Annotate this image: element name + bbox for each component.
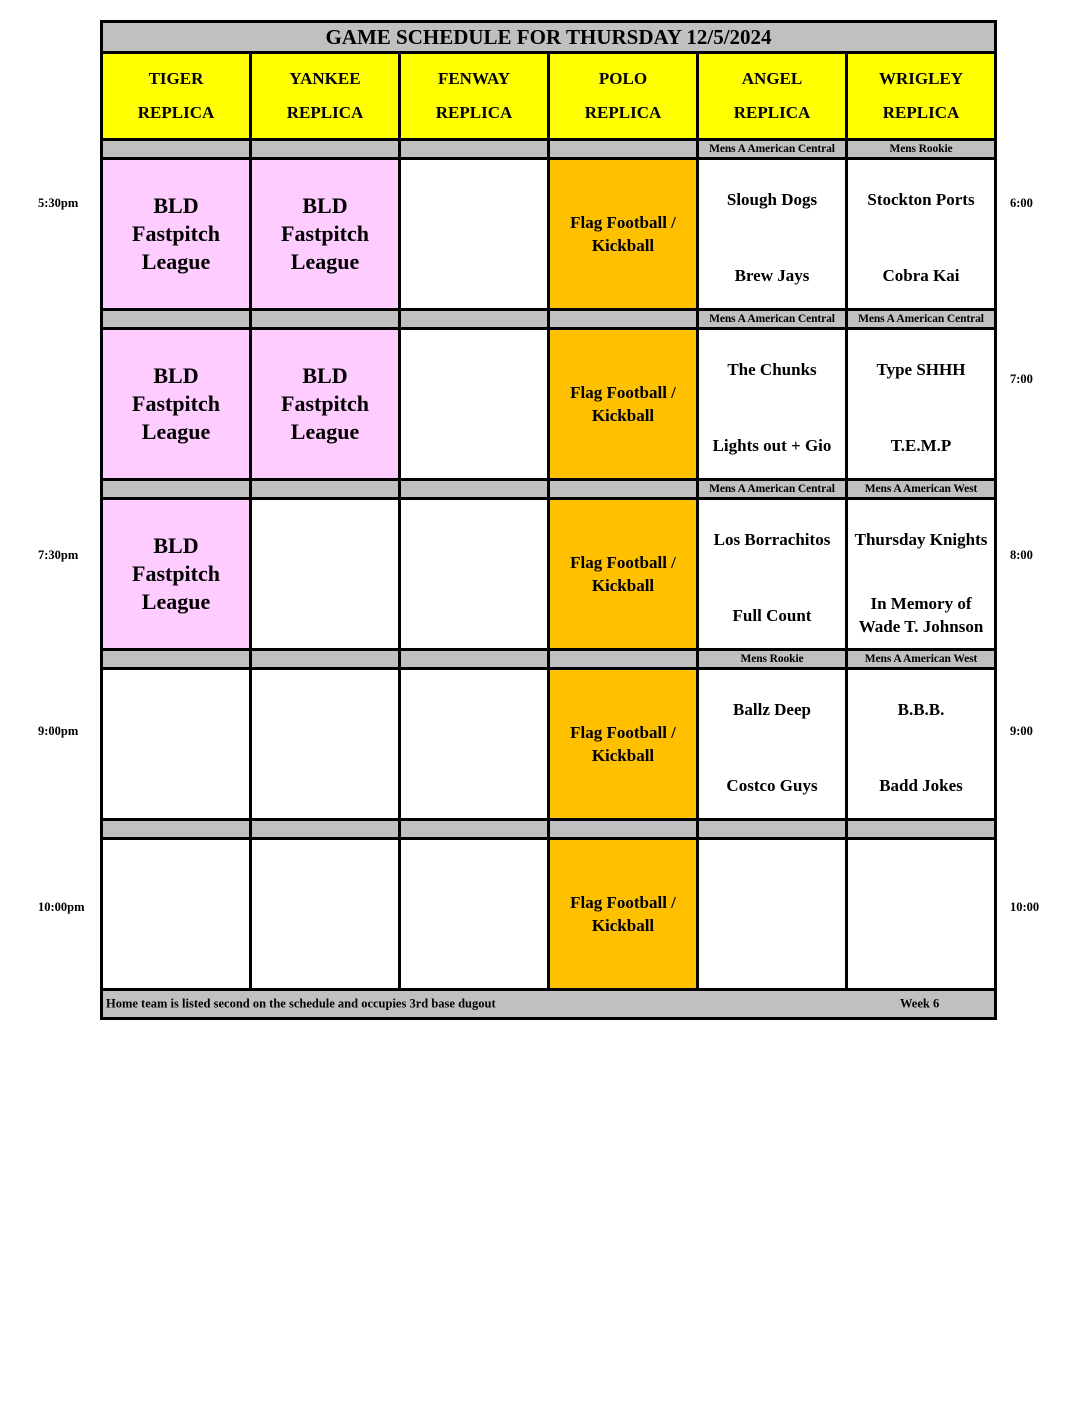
away-team xyxy=(699,854,845,904)
bld-league-block: BLD Fastpitch League xyxy=(251,159,400,310)
flag-football-block: Flag Football / Kickball xyxy=(549,669,698,820)
bld-league-block: BLD Fastpitch League xyxy=(102,499,251,650)
division-label-angel: Mens Rookie xyxy=(698,650,847,669)
division-cell xyxy=(549,820,698,839)
start-time-left: 5:30pm xyxy=(38,196,79,210)
division-label-angel: Mens A American Central xyxy=(698,310,847,329)
division-cell xyxy=(400,140,549,159)
division-cell xyxy=(251,140,400,159)
start-time-left: 10:00pm xyxy=(38,900,85,914)
game-cell-wrigley xyxy=(847,499,996,650)
division-cell xyxy=(400,820,549,839)
home-team xyxy=(699,930,845,980)
bld-league-block: BLD Fastpitch League xyxy=(102,159,251,310)
empty-slot xyxy=(400,329,549,480)
game-cell-angel xyxy=(698,329,847,480)
start-time-right: 9:00 xyxy=(1010,724,1033,738)
division-cell xyxy=(102,310,251,329)
division-cell xyxy=(102,480,251,499)
footer-bar xyxy=(102,990,996,1019)
start-time-right: 8:00 xyxy=(1010,548,1033,562)
division-cell xyxy=(549,650,698,669)
game-cell-angel xyxy=(698,669,847,820)
schedule-table xyxy=(100,20,997,1020)
field-type: REPLICA xyxy=(286,103,364,122)
home-team: In Memory of Wade T. Johnson xyxy=(858,594,984,636)
division-label-angel: Mens A American Central xyxy=(698,140,847,159)
empty-slot xyxy=(400,499,549,650)
division-label-wrigley xyxy=(847,820,996,839)
home-team: Cobra Kai xyxy=(882,265,960,285)
empty-slot xyxy=(400,159,549,310)
division-cell xyxy=(549,310,698,329)
field-name: ANGEL xyxy=(741,69,803,88)
empty-slot xyxy=(102,839,251,990)
start-time-left: 9:00pm xyxy=(38,724,79,738)
division-label-angel xyxy=(698,820,847,839)
home-team: Costco Guys xyxy=(726,775,818,795)
division-cell xyxy=(400,650,549,669)
division-cell xyxy=(251,820,400,839)
division-label-wrigley: Mens A American Central xyxy=(847,310,996,329)
field-name: TIGER xyxy=(148,69,204,88)
game-cell-angel xyxy=(698,839,847,990)
field-type: REPLICA xyxy=(584,103,662,122)
field-header-polo xyxy=(549,53,698,140)
game-cell-angel xyxy=(698,159,847,310)
home-team: Badd Jokes xyxy=(879,775,963,795)
division-cell xyxy=(102,140,251,159)
field-header-angel xyxy=(698,53,847,140)
flag-football-block: Flag Football / Kickball xyxy=(549,159,698,310)
division-label-wrigley: Mens Rookie xyxy=(847,140,996,159)
division-cell xyxy=(549,140,698,159)
start-time-right: 6:00 xyxy=(1010,196,1033,210)
field-name: WRIGLEY xyxy=(878,69,964,88)
division-cell xyxy=(251,650,400,669)
flag-football-block: Flag Football / Kickball xyxy=(549,499,698,650)
empty-slot xyxy=(251,839,400,990)
home-team: Full Count xyxy=(732,605,812,625)
field-name: POLO xyxy=(598,69,648,88)
home-team xyxy=(848,930,994,980)
empty-slot xyxy=(251,499,400,650)
division-cell xyxy=(400,480,549,499)
schedule-title: GAME SCHEDULE FOR THURSDAY 12/5/2024 xyxy=(102,22,996,53)
away-team: Thursday Knights xyxy=(854,529,988,549)
game-cell-wrigley xyxy=(847,839,996,990)
home-team: Brew Jays xyxy=(734,265,810,285)
flag-football-block: Flag Football / Kickball xyxy=(549,839,698,990)
away-team: Ballz Deep xyxy=(733,699,811,719)
home-team: Lights out + Gio xyxy=(712,435,832,455)
division-cell xyxy=(549,480,698,499)
game-cell-wrigley xyxy=(847,159,996,310)
division-cell xyxy=(251,310,400,329)
field-header-wrigley xyxy=(847,53,996,140)
field-name: YANKEE xyxy=(289,69,361,88)
field-type: REPLICA xyxy=(733,103,811,122)
bld-league-block: BLD Fastpitch League xyxy=(251,329,400,480)
empty-slot xyxy=(400,839,549,990)
empty-slot xyxy=(251,669,400,820)
empty-slot xyxy=(102,669,251,820)
field-header-yankee xyxy=(251,53,400,140)
away-team: Los Borrachitos xyxy=(713,529,831,549)
division-cell xyxy=(102,820,251,839)
field-type: REPLICA xyxy=(137,103,215,122)
division-cell xyxy=(400,310,549,329)
away-team: The Chunks xyxy=(727,359,817,379)
start-time-left: 7:30pm xyxy=(38,548,79,562)
game-cell-wrigley xyxy=(847,669,996,820)
away-team: Slough Dogs xyxy=(726,189,818,209)
field-type: REPLICA xyxy=(435,103,513,122)
week-label: Week 6 xyxy=(900,996,940,1011)
field-header-fenway xyxy=(400,53,549,140)
footer-note: Home team is listed second on the schedule and occupies 3rd base dugout xyxy=(106,996,496,1011)
division-cell xyxy=(251,480,400,499)
flag-football-block: Flag Football / Kickball xyxy=(549,329,698,480)
field-type: REPLICA xyxy=(882,103,960,122)
start-time-right: 10:00 xyxy=(1010,900,1040,914)
empty-slot xyxy=(400,669,549,820)
bld-league-block: BLD Fastpitch League xyxy=(102,329,251,480)
division-label-angel: Mens A American Central xyxy=(698,480,847,499)
game-cell-angel xyxy=(698,499,847,650)
division-cell xyxy=(102,650,251,669)
away-team: Stockton Ports xyxy=(867,189,975,209)
start-time-right: 7:00 xyxy=(1010,372,1033,386)
away-team xyxy=(848,854,994,904)
field-header-tiger xyxy=(102,53,251,140)
away-team: Type SHHH xyxy=(876,359,966,379)
field-name: FENWAY xyxy=(437,69,511,88)
game-cell-wrigley xyxy=(847,329,996,480)
home-team: T.E.M.P xyxy=(890,435,952,455)
division-label-wrigley: Mens A American West xyxy=(847,650,996,669)
division-label-wrigley: Mens A American West xyxy=(847,480,996,499)
away-team: B.B.B. xyxy=(897,699,945,719)
